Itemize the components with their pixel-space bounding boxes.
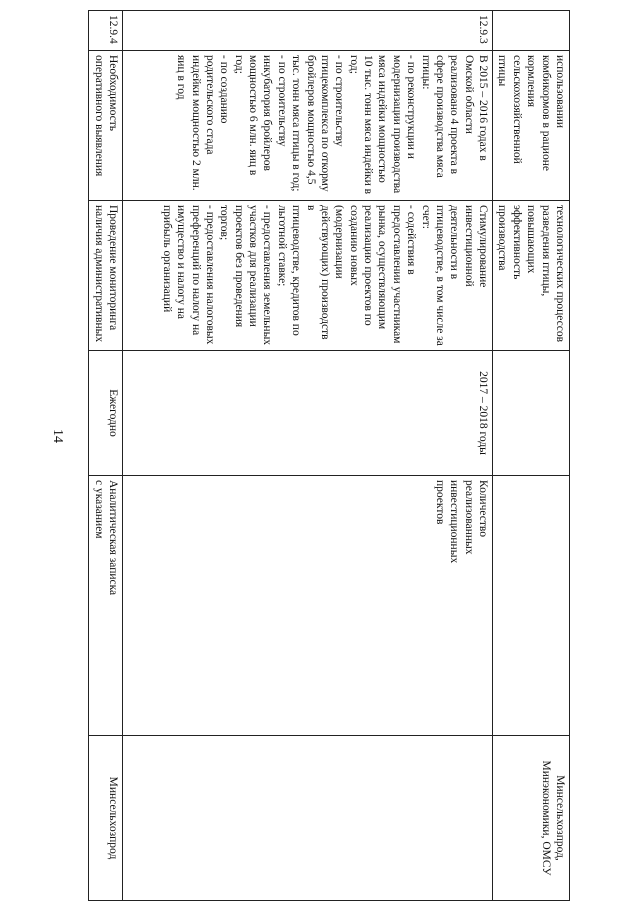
table-row (123, 11, 493, 901)
table-row (493, 11, 570, 901)
responsible-cell: Минсельхозпрод, Минэкономики, ОМСУ (493, 736, 570, 901)
term-cell: Ежегодно (89, 351, 123, 476)
indicator-cell: Количество реализованных инвестиционных проектов (123, 476, 493, 736)
indicator-cell (493, 476, 570, 736)
row-number: 12.9.3 (123, 11, 493, 51)
table-row (89, 11, 123, 901)
problem-cell: использовании комбикормов в рационе кормления сельскохозяйственной птицы (493, 51, 570, 201)
page-number: 14 (50, 429, 65, 443)
problem-cell: В 2015 – 2016 годах в Омской области реализовано 4 проекта в сфере производства мяса птицы: - по реконструкции и модернизации производства мяса индейки мощностью 10 тыс. тонн мяса индейки в год; - по строительству птицекомплекса по откорму бройлеров мощностью 4,5 тыс. тонн мяса птицы в год; - по строительству инкубатория бройлеров мощностью 6 млн. яиц в год; - по созданию родительского стада индейки мощностью 2 млн. яиц в год (123, 51, 493, 201)
rotated-table-container (90, 10, 570, 900)
responsible-cell (123, 736, 493, 901)
measures-table (88, 10, 570, 901)
term-cell: 2017 – 2018 годы (123, 351, 493, 476)
row-number (493, 11, 570, 51)
indicator-cell: Аналитическая записка с указанием (89, 476, 123, 736)
problem-cell: Необходимость оперативного выявления (89, 51, 123, 201)
measure-cell: Проведение мониторинга наличия административных (89, 201, 123, 351)
row-number: 12.9.4 (89, 11, 123, 51)
term-cell (493, 351, 570, 476)
measure-cell: технологических процессов разведения птицы, повышающих эффективность производства (493, 201, 570, 351)
measure-cell: Стимулирование инвестиционной деятельности в птицеводстве, в том числе за счет: - содействия в предоставлении участникам рынка, осуществляющим реализацию проектов по созданию новых (модернизации действующих) производств в птицеводстве, кредитов по льготной ставке; - предоставления земельных участков для реализации проектов без проведения торгов; - предоставления налоговых преференций по налогу на имущество и налогу на прибыль организаций (123, 201, 493, 351)
responsible-cell: Минсельхозпрод (89, 736, 123, 901)
